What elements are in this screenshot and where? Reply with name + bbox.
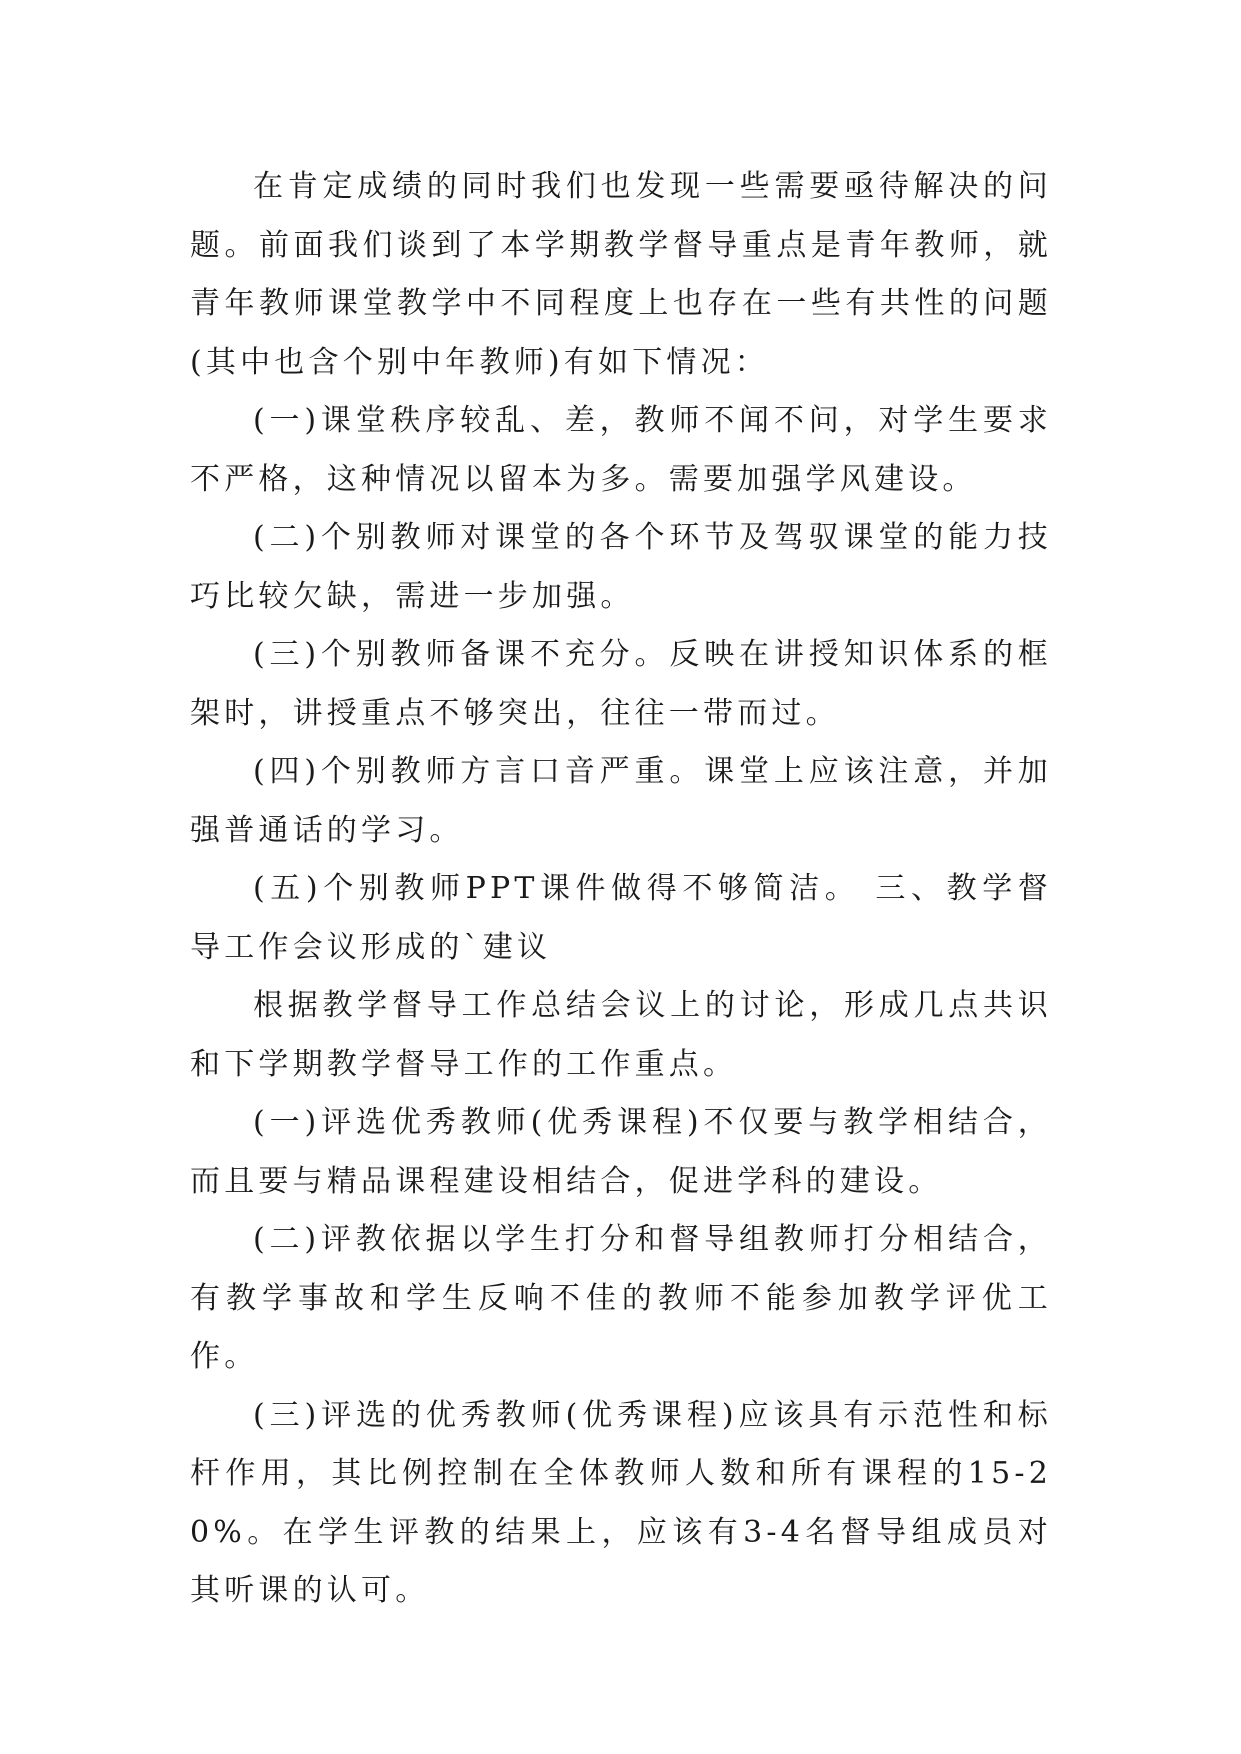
paragraph-issue-4: (四)个别教师方言口音严重。课堂上应该注意，并加强普通话的学习。 bbox=[190, 754, 1052, 848]
paragraph-suggestion-1: (一)评选优秀教师(优秀课程)不仅要与教学相结合，而且要与精品课程建设相结合，促进学科的建设。 bbox=[190, 1105, 1052, 1199]
paragraph-suggestion-2: (二)评教依据以学生打分和督导组教师打分相结合，有教学事故和学生反响不佳的教师不能参加教学评优工作。 bbox=[190, 1222, 1052, 1374]
paragraph-issue-2: (二)个别教师对课堂的各个环节及驾驭课堂的能力技巧比较欠缺，需进一步加强。 bbox=[190, 520, 1052, 614]
paragraph-issue-3: (三)个别教师备课不充分。反映在讲授知识体系的框架时，讲授重点不够突出，往往一带而过。 bbox=[190, 637, 1052, 731]
document-body bbox=[190, 158, 1052, 1621]
paragraph-suggestion-3: (三)评选的优秀教师(优秀课程)应该具有示范性和标杆作用，其比例控制在全体教师人数和所有课程的15-20%。在学生评教的结果上，应该有3-4名督导组成员对其听课的认可。 bbox=[190, 1397, 1052, 1608]
paragraph-issue-5: (五)个别教师PPT课件做得不够简洁。 三、教学督导工作会议形成的`建议 bbox=[190, 871, 1052, 965]
paragraph-issue-1: (一)课堂秩序较乱、差，教师不闻不问，对学生要求不严格，这种情况以留本为多。需要加强学风建设。 bbox=[190, 403, 1052, 497]
paragraph-suggestions-intro: 根据教学督导工作总结会议上的讨论，形成几点共识和下学期教学督导工作的工作重点。 bbox=[190, 988, 1052, 1082]
paragraph-issues-intro: 在肯定成绩的同时我们也发现一些需要亟待解决的问题。前面我们谈到了本学期教学督导重点是青年教师，就青年教师课堂教学中不同程度上也存在一些有共性的问题(其中也含个别中年教师)有如下情况： bbox=[190, 169, 1052, 380]
